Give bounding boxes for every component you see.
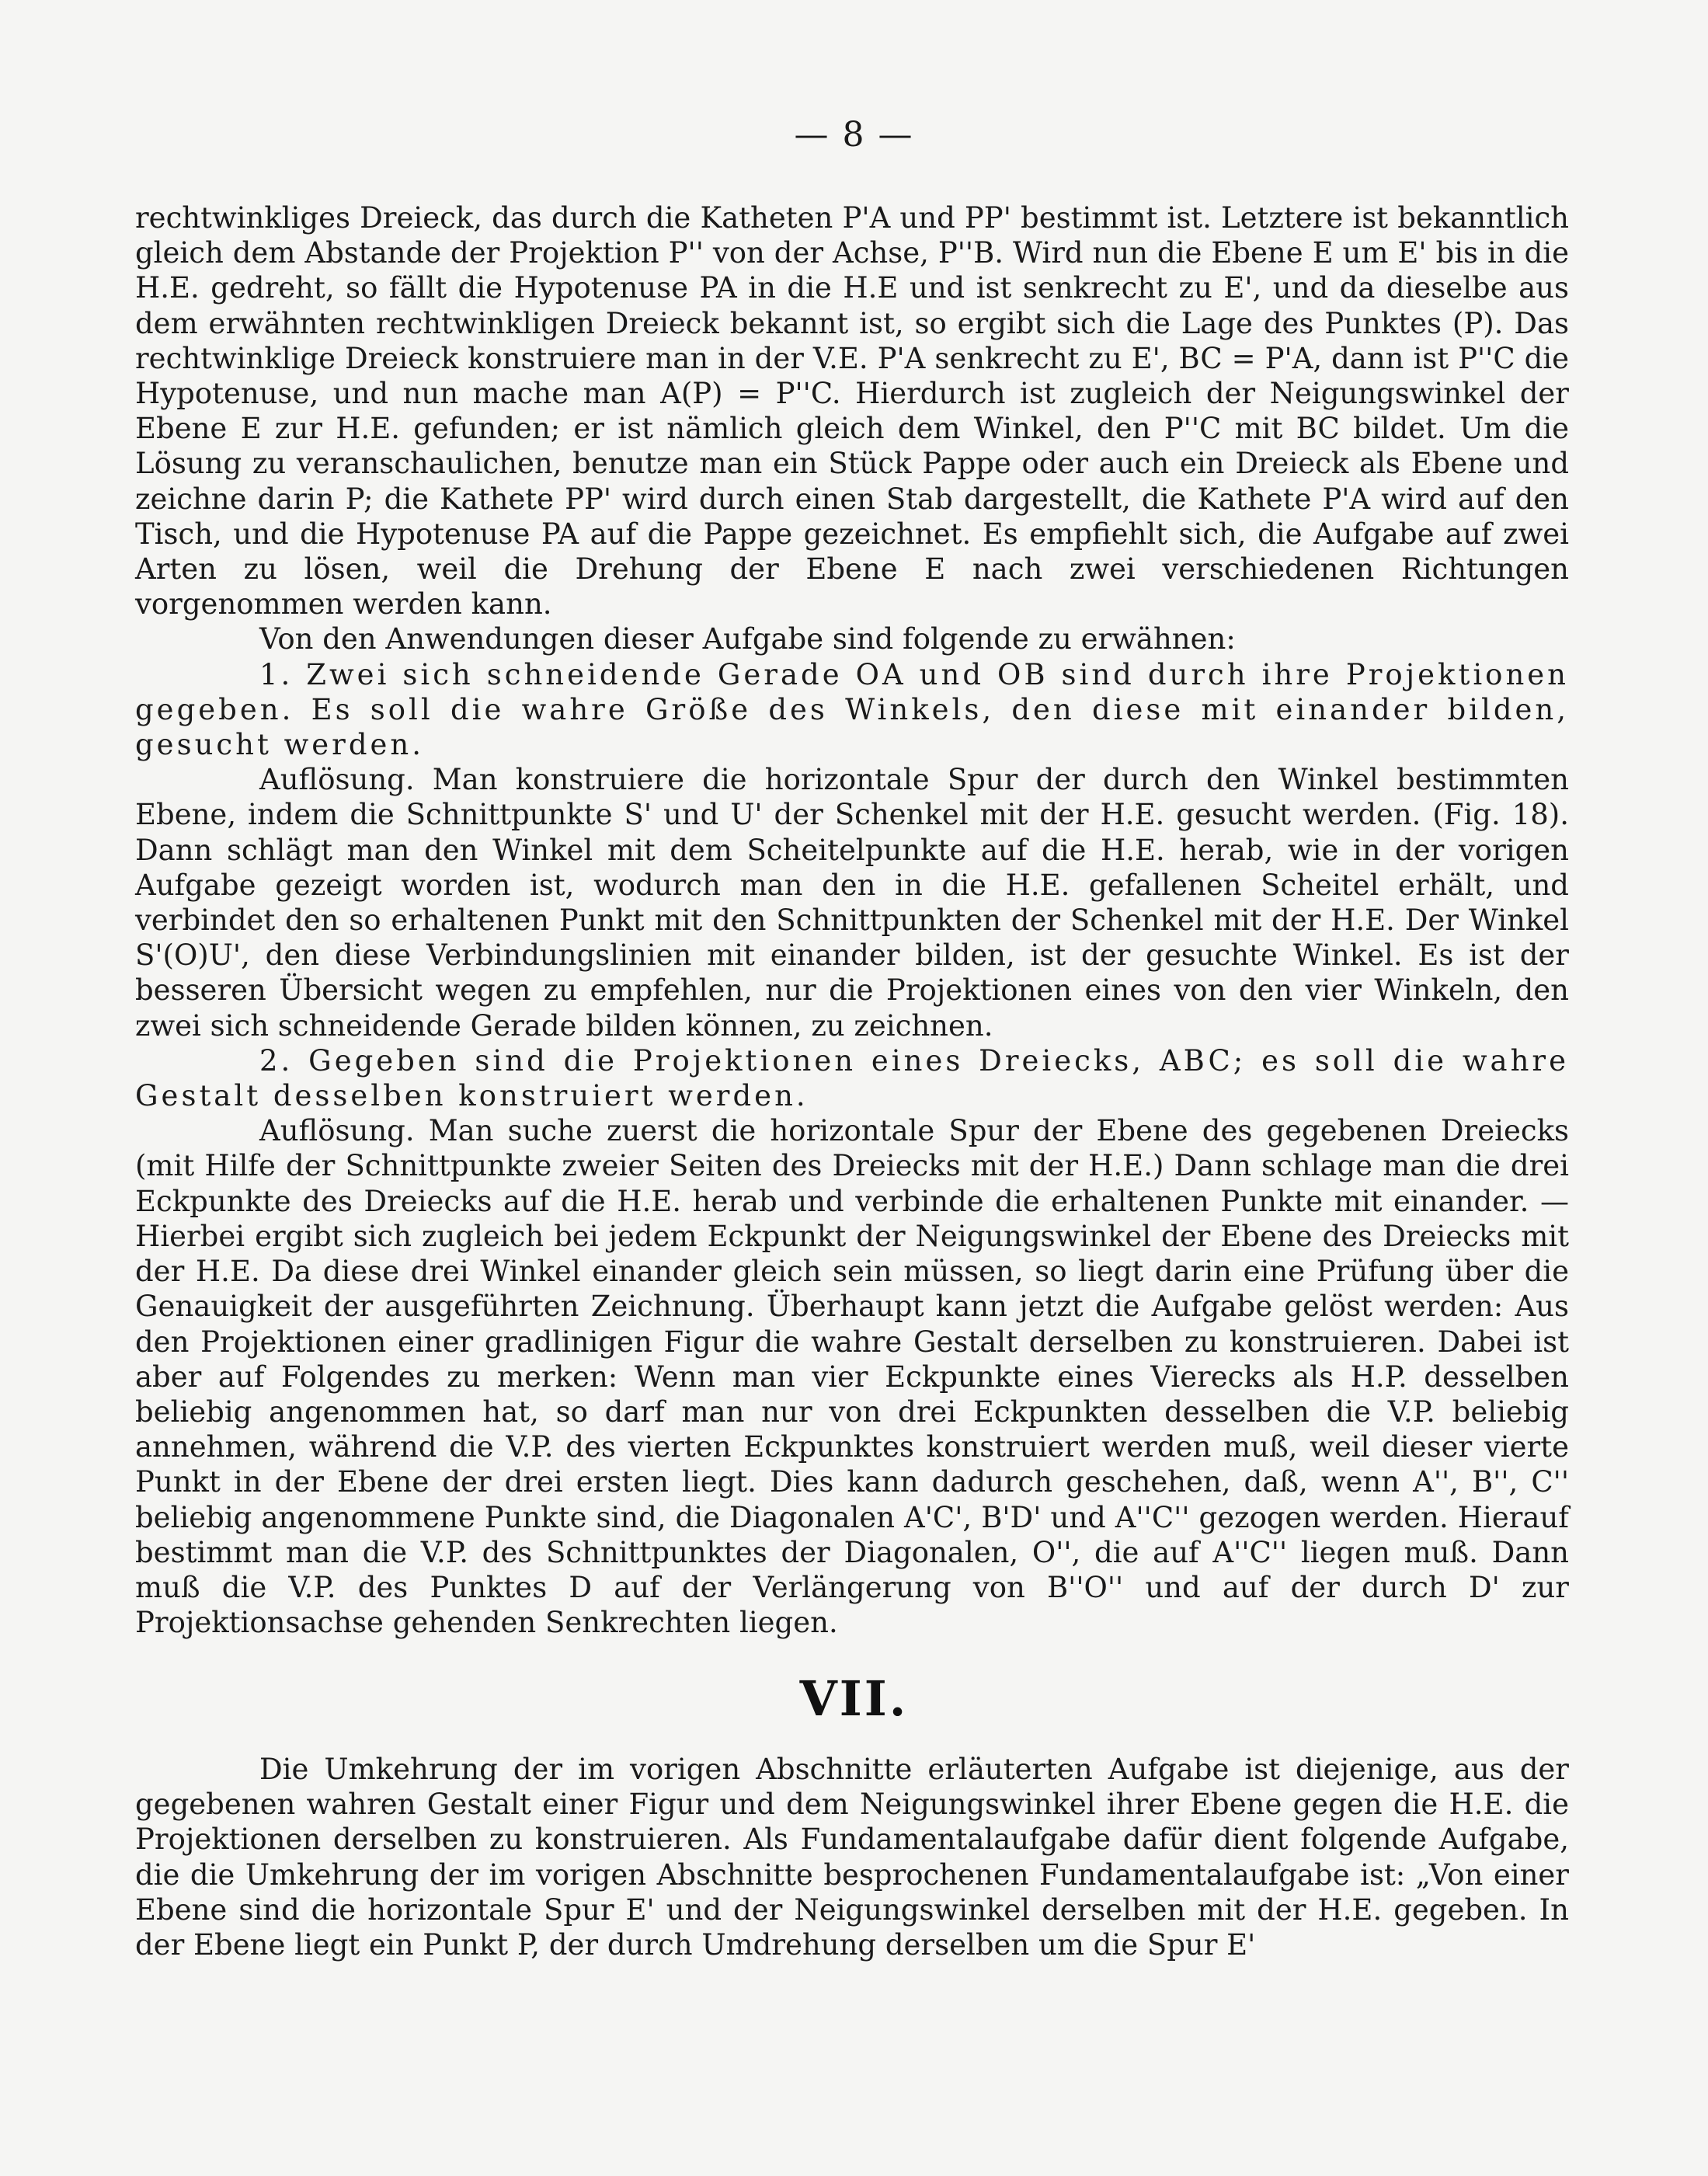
main-text <box>135 200 1569 1640</box>
section-paragraph: Die Umkehrung der im vorigen Abschnitte erläuterten Aufgabe ist diejenige, aus der gegebenen wahren Gestalt einer Figur und dem Neigungswinkel ihrer Ebene gegen die H.E. die Projektionen derselben zu konstruieren. Als Fundamentalaufgabe dafür dient folgende Aufgabe, die die Umkehrung der im vorigen Abschnitte besprochenen Fundamentalaufgabe ist: „Von einer Ebene sind die horizontale Spur E' und der Neigungswinkel derselben mit der H.E. gegeben. In der Ebene liegt ein Punkt P, der durch Umdrehung derselben um die Spur E' <box>135 1753 1569 1962</box>
paragraph-applications-intro: Von den Anwendungen dieser Aufgabe sind folgende zu erwähnen: <box>259 622 1236 656</box>
section-text <box>135 1752 1569 1962</box>
problem-1-solution: Auflösung. Man konstruiere die horizontale Spur der durch den Winkel bestimmten Ebene, indem die Schnittpunkte S' und U' der Schenkel mit der H.E. gesucht werden. (Fig. 18). Dann schlägt man den Winkel mit dem Scheitelpunkte auf die H.E. herab, wie in der vorigen Aufgabe gezeigt worden ist, wodurch man den in die H.E. gefallenen Scheitel erhält, und verbindet den so erhaltenen Punkt mit den Schnittpunkten der Schenkel mit der H.E. Der Winkel S'(O)U', den diese Verbindungslinien mit einander bilden, ist der gesuchte Winkel. Es ist der besseren Übersicht wegen zu empfehlen, nur die Projektionen eines von den vier Winkeln, den zwei sich schneidende Gerade bilden können, zu zeichnen. <box>135 763 1569 1043</box>
page-number: — 8 — <box>794 115 914 155</box>
problem-2-solution: Auflösung. Man suche zuerst die horizontale Spur der Ebene des gegebenen Dreiecks (mit Hilfe der Schnittpunkte zweier Seiten des Dreiecks mit der H.E.) Dann schlage man die drei Eckpunkte des Dreiecks auf die H.E. herab und verbinde die erhaltenen Punkte mit einander. — Hierbei ergibt sich zugleich bei jedem Eckpunkt der Neigungswinkel der Ebene des Dreiecks mit der H.E. Da diese drei Winkel einander gleich sein müssen, so liegt darin eine Prüfung über die Genauigkeit der ausgeführten Zeichnung. Überhaupt kann jetzt die Aufgabe gelöst werden: Aus den Projektionen einer gradlinigen Figur die wahre Gestalt derselben zu konstruieren. Dabei ist aber auf Folgendes zu merken: Wenn man vier Eckpunkte eines Vierecks als H.P. desselben beliebig angenommen hat, so darf man nur von drei Eckpunkten desselben die V.P. beliebig annehmen, während die V.P. des vierten Eckpunktes konstruiert werden muß, weil dieser vierte Punkt in der Ebene der drei ersten liegt. Dies kann dadurch geschehen, daß, wenn A'', B'', C'' beliebig angenommene Punkte sind, die Diagonalen A'C', B'D' und A''C'' gezogen werden. Hierauf bestimmt man die V.P. des Schnittpunktes der Diagonalen, O'', die auf A''C'' liegen muß. Dann muß die V.P. des Punktes D auf der Verlängerung von B''O'' und auf der durch D' zur Projektionsachse gehenden Senkrechten liegen. <box>135 1114 1569 1640</box>
section-heading: VII. <box>799 1670 909 1727</box>
problem-2-statement: 2. Gegeben sind die Projektionen eines Dreiecks, ABC; es soll die wahre Gestalt desselben konstruiert werden. <box>135 1043 1569 1113</box>
problem-1-statement: 1. Zwei sich schneidende Gerade OA und OB sind durch ihre Projektionen gegeben. Es soll die wahre Größe des Winkels, den diese mit einander bilden, gesucht werden. <box>135 657 1569 762</box>
paragraph-continuation: rechtwinkliges Dreieck, das durch die Katheten P'A und PP' bestimmt ist. Letztere ist bekanntlich gleich dem Abstande der Projektion P'' von der Achse, P''B. Wird nun die Ebene E um E' bis in die H.E. gedreht, so fällt die Hypotenuse PA in die H.E und ist senkrecht zu E', und da dieselbe aus dem erwähnten rechtwinkligen Dreieck bekannt ist, so ergibt sich die Lage des Punktes (P). Das rechtwinklige Dreieck konstruiere man in der V.E. P'A senkrecht zu E', BC = P'A, dann ist P''C die Hypotenuse, und nun mache man A(P) = P''C. Hierdurch ist zugleich der Neigungswinkel der Ebene E zur H.E. gefunden; er ist nämlich gleich dem Winkel, den P''C mit BC bildet. Um die Lösung zu veranschaulichen, benutze man ein Stück Pappe oder auch ein Dreieck als Ebene und zeichne darin P; die Kathete PP' wird durch einen Stab dargestellt, die Kathete P'A wird auf den Tisch, und die Hypotenuse PA auf die Pappe gezeichnet. Es empfiehlt sich, die Aufgabe auf zwei Arten zu lösen, weil die Drehung der Ebene E nach zwei verschiedenen Richtungen vorgenommen werden kann. <box>135 201 1569 621</box>
